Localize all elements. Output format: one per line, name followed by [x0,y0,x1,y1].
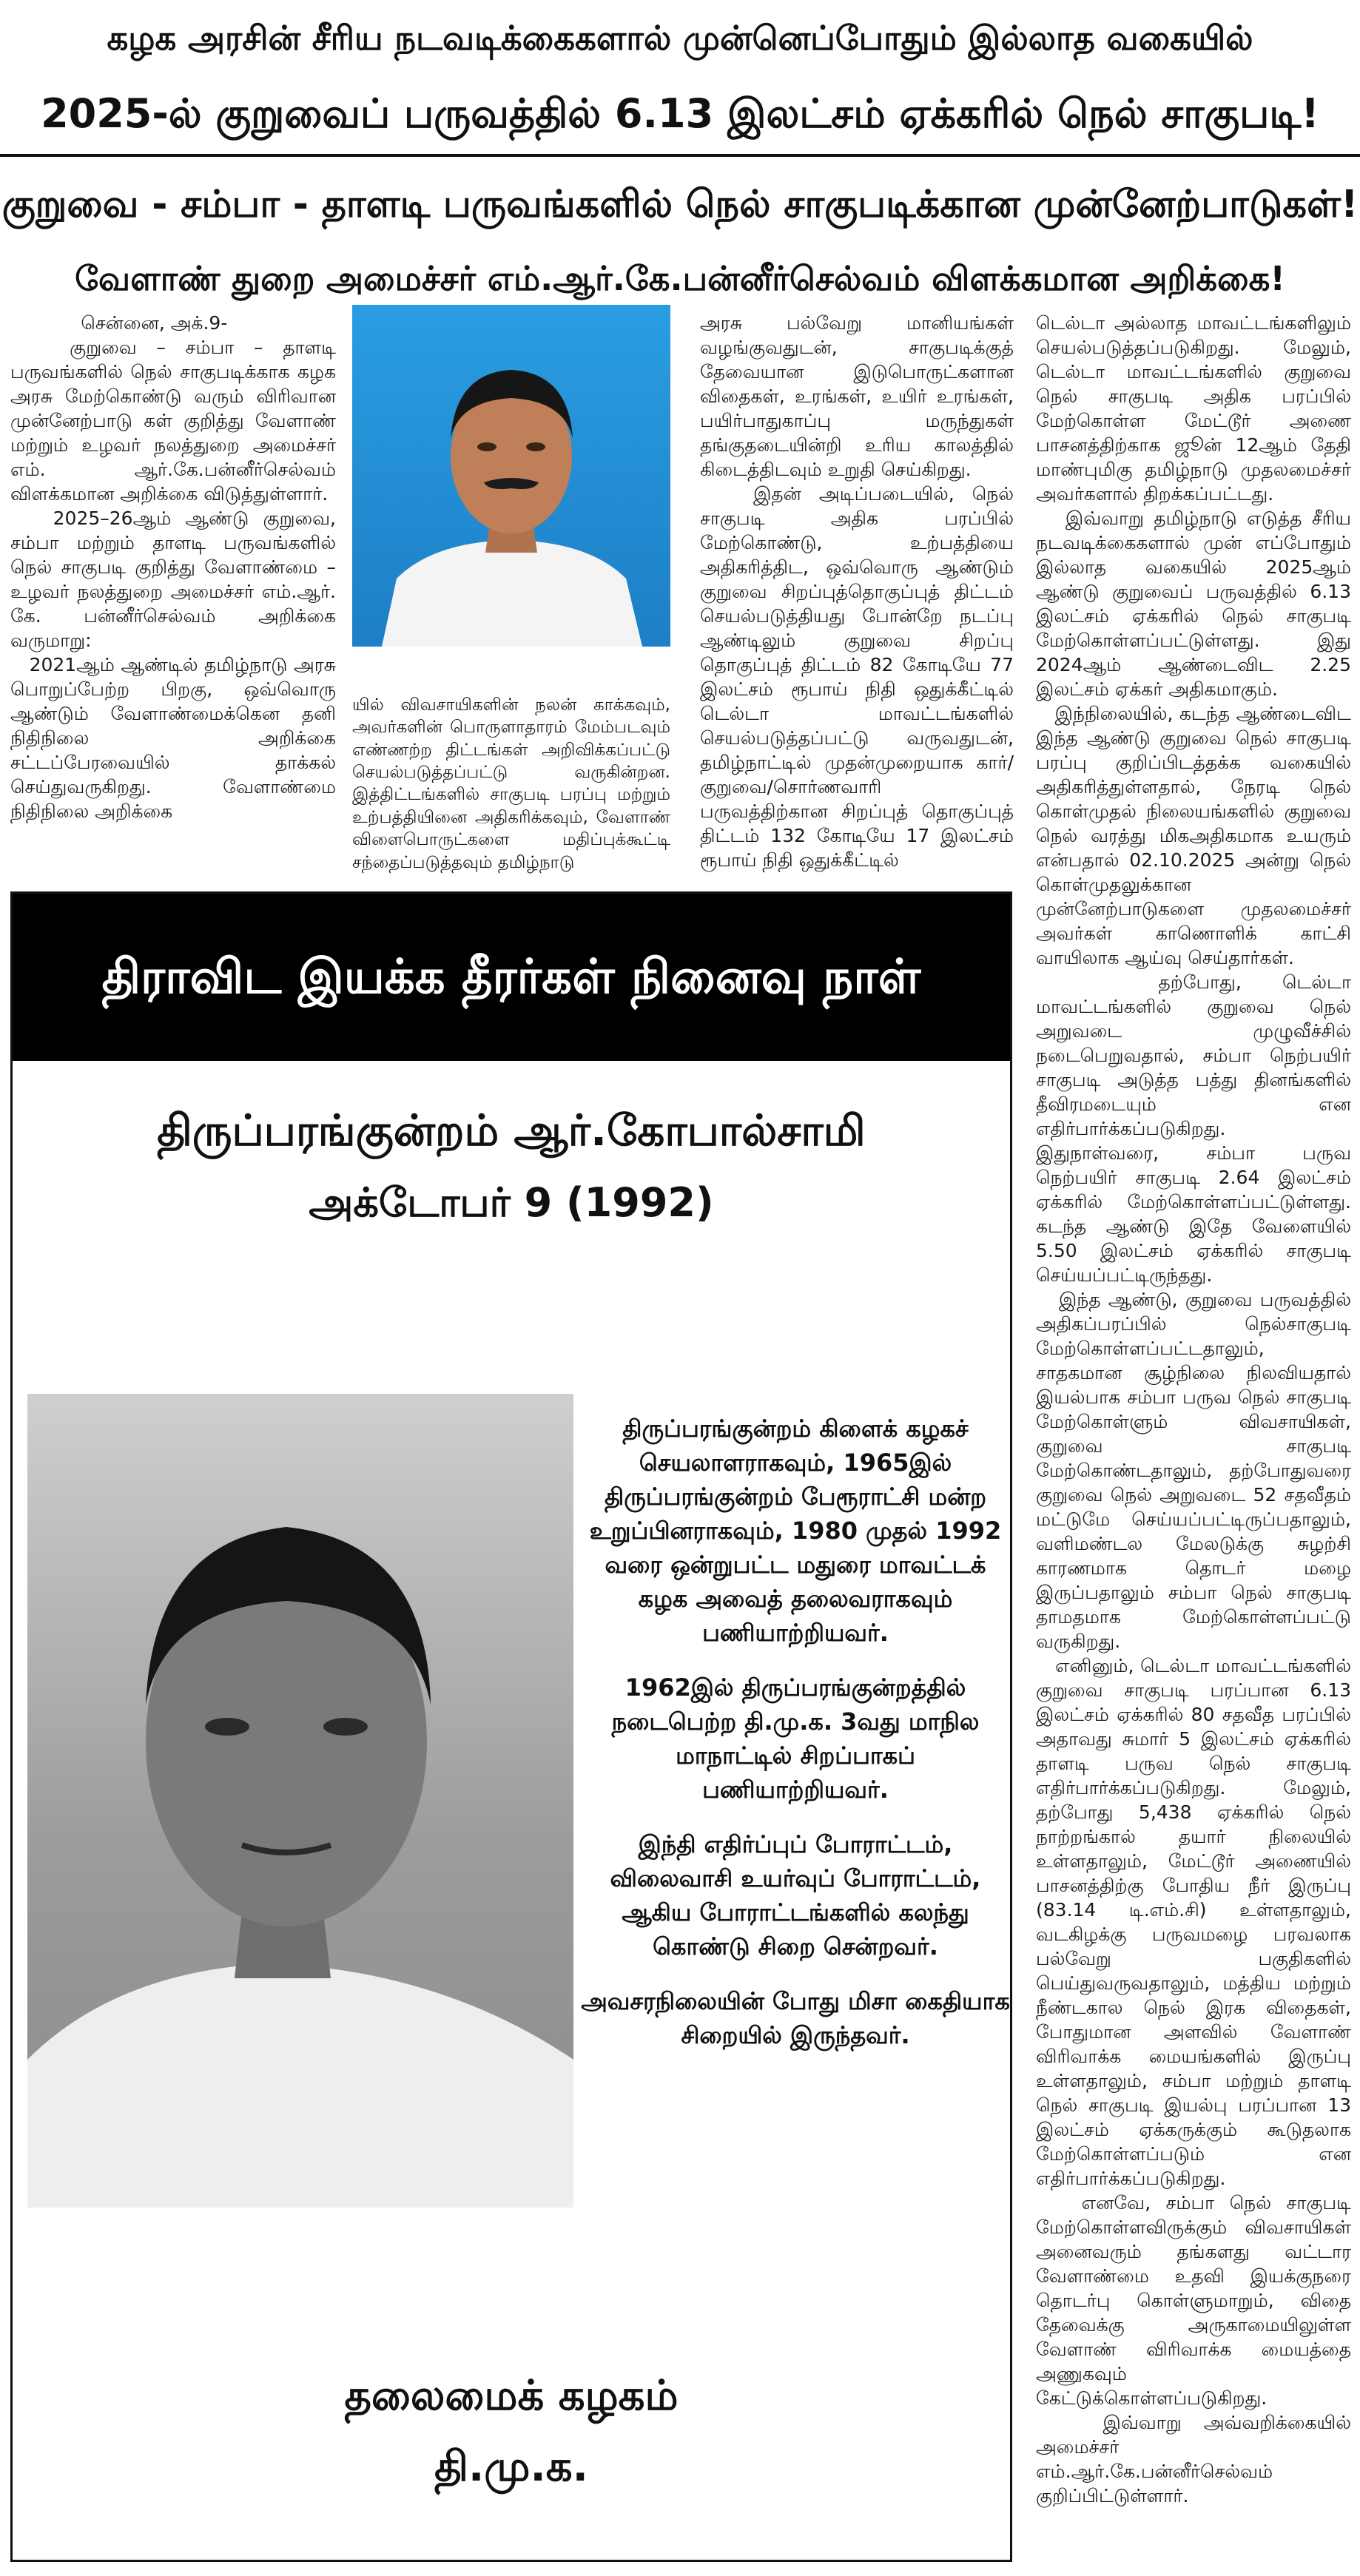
headline-deck: வேளாண் துறை அமைச்சர் எம்.ஆர்.கே.பன்னீர்செல்வம் விளக்கமான அறிக்கை! [75,259,1285,298]
article-column-4: டெல்டா அல்லாத மாவட்டங்களிலும் செயல்படுத்தப்படுகிறது. மேலும், டெல்டா மாவட்டங்களில் குறுவை நெல் சாகுபடி அதிக பரப்பில் மேற்கொள்ள மேட்டூர் அணை பாசனத்திற்காக ஜூன் 12ஆம் தேதி மாண்புமிகு தமிழ்நாடு முதலமைச்சர் அவர்களால் திறக்கப்பட்டது. இவ்வாறு தமிழ்நாடு எடுத்த சீரிய நடவடிக்கைகளால் முன் எப்போதும் இல்லாத வகையில் 2025ஆம் ஆண்டு குறுவைப் பருவத்தில் 6.13 இலட்சம் ஏக்கரில் நெல் சாகுபடி மேற்கொள்ளப்பட்டுள்ளது. இது 2024ஆம் ஆண்டைவிட 2.25 இலட்சம் ஏக்கர் அதிகமாகும். இந்நிலையில், கடந்த ஆண்டைவிட இந்த ஆண்டு குறுவை நெல் சாகுபடி பரப்பு குறிப்பிடத்தக்க வகையில் அதிகரித்துள்ளதால், நேரடி நெல் கொள்முதல் நிலையங்களில் குறுவை நெல் வரத்து மிகஅதிகமாக உயரும் என்பதால் 02.10.2025 அன்று நெல் கொள்முதலுக்கான முன்னேற்பாடுகளை முதலமைச்சர் அவர்கள் காணொளிக் காட்சி வாயிலாக ஆய்வு செய்தார்கள். தற்போது, டெல்டா மாவட்டங்களில் குறுவை நெல் அறுவடை முழுவீச்சில் நடைபெறுவதால், சம்பா நெற்பயிர் சாகுபடி அடுத்த பத்து தினங்களில் தீவிரமடையும் என எதிர்பார்க்கப்படுகிறது. இதுநாள்வரை, சம்பா பருவ நெற்பயிர் சாகுபடி 2.64 இலட்சம் ஏக்கரில் மேற்கொள்ளப்பட்டுள்ளது. கடந்த ஆண்டு இதே வேளையில் 5.50 இலட்சம் ஏக்கரில் சாகுபடி செய்யப்பட்டிருந்தது. இந்த ஆண்டு, குறுவை பருவத்தில் அதிகப்பரப்பில் நெல்சாகுபடி மேற்கொள்ளப்பட்டதாலும், சாதகமான சூழ்நிலை நிலவியதால் இயல்பாக சம்பா பருவ நெல் சாகுபடி மேற்கொள்ளும் விவசாயிகள், குறுவை சாகுபடி மேற்கொண்டதாலும், தற்போதுவரை குறுவை நெல் அறுவடை 52 சதவீதம் மட்டுமே செய்யப்பட்டிருப்பதாலும், வளிமண்டல மேலடுக்கு சுழற்சி காரணமாக தொடர் மழை இருப்பதாலும் சம்பா நெல் சாகுபடி தாமதமாக மேற்கொள்ளப்பட்டு வருகிறது. எனினும், டெல்டா மாவட்டங்களில் குறுவை சாகுபடி பரப்பான 6.13 இலட்சம் ஏக்கரில் 80 சதவீத பரப்பில் அதாவது சுமார் 5 இலட்சம் ஏக்கரில் தாளடி பருவ நெல் சாகுபடி எதிர்பார்க்கப்படுகிறது. மேலும், தற்போது 5,438 ஏக்கரில் நெல் நாற்றங்கால் தயார் நிலையில் உள்ளதாலும், மேட்டூர் அணையில் பாசனத்திற்கு போதிய நீர் இருப்பு (83.14 டி.எம்.சி) உள்ளதாலும், வடகிழக்கு பருவமழை பரவலாக பல்வேறு பகுதிகளில் பெய்துவருவதாலும், மத்திய மற்றும் நீண்டகால நெல் இரக விதைகள், போதுமான அளவில் வேளாண் விரிவாக்க மையங்களில் இருப்பு உள்ளதாலும், சம்பா மற்றும் தாளடி நெல் சாகுபடி இயல்பு பரப்பான 13 இலட்சம் ஏக்கருக்கும் கூடுதலாக மேற்கொள்ளப்படும் என எதிர்பார்க்கப்படுகிறது. எனவே, சம்பா நெல் சாகுபடி மேற்கொள்ளவிருக்கும் விவசாயிகள் அனைவரும் தங்களது வட்டார வேளாண்மை உதவி இயக்குநரை தொடர்பு கொள்ளுமாறும், விதை தேவைக்கு அருகாமையிலுள்ள வேளாண் விரிவாக்க மையத்தை அணுகவும் கேட்டுக்கொள்ளப்படுகிறது. இவ்வாறு அவ்வறிக்கையில் அமைச்சர் எம்.ஆர்.கே.பன்னீர்செல்வம் குறிப்பிட்டுள்ளார். [1036,312,1352,2506]
minister-portrait [352,305,670,647]
biography-paragraph: இந்தி எதிர்ப்புப் போராட்டம், விலைவாசி உயர்வுப் போராட்டம், ஆகிய போராட்டங்களில் கலந்து கொண்டு சிறை சென்றவர். [610,1830,989,1960]
minister-portrait-illustration [352,305,670,647]
article-column-3: அரசு பல்வேறு மானியங்கள் வழங்குவதுடன், சாகுபடிக்குத் தேவையான இடுபொருட்களான விதைகள், உரங்கள், உயிர் உரங்கள், பயிர்பாதுகாப்பு மருந்துகள் தங்குதடையின்றி உரிய காலத்தில் கிடைத்திடவும் உறுதி செய்கிறது. இதன் அடிப்படையில், நெல் சாகுபடி அதிக பரப்பில் மேற்கொண்டு, உற்பத்தியை அதிகரித்திட, ஒவ்வொரு ஆண்டும் குறுவை சிறப்புத்தொகுப்புத் திட்டம் செயல்படுத்தியது போன்றே நடப்பு ஆண்டிலும் குறுவை சிறப்பு தொகுப்புத் திட்டம் 82 கோடியே 77 இலட்சம் ரூபாய் நிதி ஒதுக்கீட்டில் டெல்டா மாவட்டங்களில் செயல்படுத்தப்பட்டு வருவதுடன், தமிழ்நாட்டில் முதன்முறையாக கார்/ குறுவை/சொர்ணவாரி பருவத்திற்கான சிறப்புத் தொகுப்புத் திட்டம் 132 கோடியே 17 இலட்சம் ரூபாய் நிதி ஒதுக்கீட்டில் [700,312,1014,871]
headline-kicker: கழக அரசின் சீரிய நடவடிக்கைகளால் முன்னெப்போதும் இல்லாத வகையில் [107,18,1253,58]
biography-paragraph: அவசரநிலையின் போது மிசா கைதியாக சிறையில் இருந்தவர். [581,1987,1018,2049]
memorial-date: அக்டோபர் 9 (1992) [309,1179,714,1226]
memorial-banner: திராவிட இயக்க தீரர்கள் நினைவு நாள் [13,894,1010,1061]
biography-paragraph: 1962இல் திருப்பரங்குன்றத்தில் நடைபெற்ற தி.மு.க. 3வது மாநில மாநாட்டில் சிறப்பாகப் பணியாற்றியவர். [611,1673,988,1804]
biography-paragraph: திருப்பரங்குன்றம் கிளைக் கழகச் செயலாளராகவும், 1965இல் திருப்பரங்குன்றம் பேரூராட்சி மன்ற உறுப்பினராகவும், 1980 முதல் 1992 வரை ஒன்றுபட்ட மதுரை மாவட்டக் கழக அவைத் தலைவராகவும் பணியாற்றியவர். [589,1415,1010,1647]
headline-main: குறுவை - சம்பா - தாளடி பருவங்களில் நெல் சாகுபடிக்கான முன்னேற்பாடுகள்! [1,183,1359,226]
article-column-1: சென்னை, அக்.9- குறுவை – சம்பா – தாளடி பருவங்களில் நெல் சாகுபடிக்காக கழக அரசு மேற்கொண்டு வரும் விரிவான முன்னேற்பாடு கள் குறித்து வேளாண் மற்றும் உழவர் நலத்துறை அமைச்சர் எம். ஆர்.கே.பன்னீர்செல்வம் விளக்கமான அறிக்கை விடுத்துள்ளார். 2025–26ஆம் ஆண்டு குறுவை, சம்பா மற்றும் தாளடி பருவங்களில் நெல் சாகுபடி குறித்து வேளாண்மை – உழவர் நலத்துறை அமைச்சர் எம்.ஆர். கே. பன்னீர்செல்வம் அறிக்கை வருமாறு: 2021ஆம் ஆண்டில் தமிழ்நாடு அரசு பொறுப்பேற்ற பிறகு, ஒவ்வொரு ஆண்டும் வேளாண்மைக்கென தனி நிதிநிலை அறிக்கை சட்டப்பேரவையில் தாக்கல் செய்துவருகிறது. வேளாண்மை நிதிநிலை அறிக்கை [10,312,337,822]
memorial-notice [10,891,1018,2562]
memorial-portrait-illustration [27,1394,573,2208]
headline-subtitle: 2025-ல் குறுவைப் பருவத்தில் 6.13 இலட்சம் ஏக்கரில் நெல் சாகுபடி! [0,74,1360,157]
memorial-biography [581,1412,1018,2073]
memorial-portrait [27,1394,573,2208]
memorial-footer-organization: தலைமைக் கழகம் [344,2372,679,2420]
article-column-2: யில் விவசாயிகளின் நலன் காக்கவும், அவர்களின் பொருளாதாரம் மேம்படவும் எண்ணற்ற திட்டங்கள் அறிவிக்கப்பட்டு செயல்படுத்தப்பட்டு வருகின்றன. இத்திட்டங்களில் சாகுபடி பரப்பு மற்றும் உற்பத்தியினை அதிகரிக்கவும், வேளாண் விளைபொருட்களை மதிப்புக்கூட்டி சந்தைப்படுத்தவும் தமிழ்நாடு [352,695,676,872]
memorial-name: திருப்பரங்குன்றம் ஆர்.கோபால்சாமி [157,1105,866,1156]
memorial-footer-party: தி.மு.க. [434,2443,588,2491]
